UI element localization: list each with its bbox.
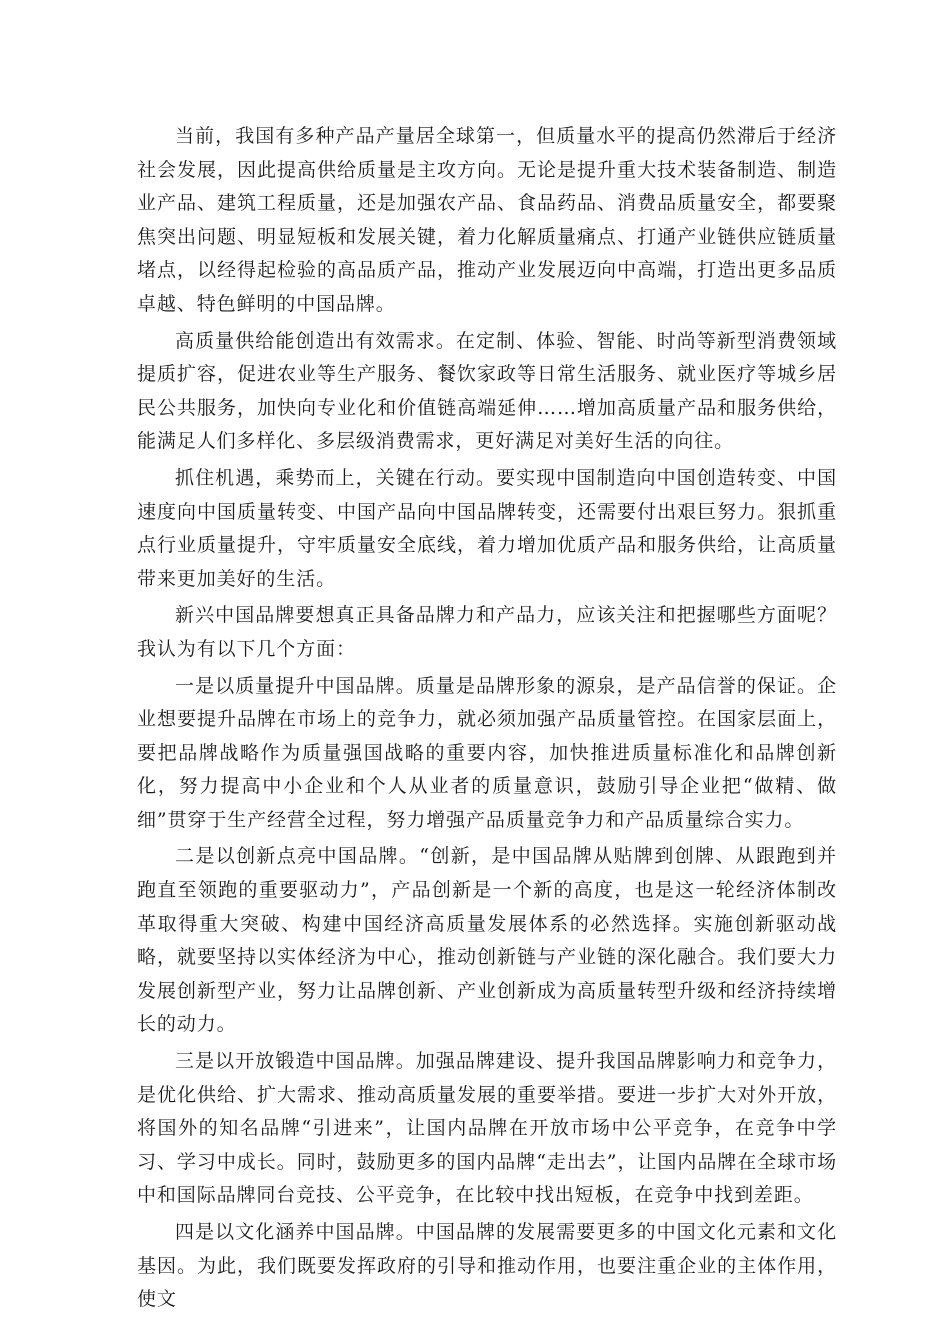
paragraph-5: 一是以质量提升中国品牌。质量是品牌形象的源泉，是产品信誉的保证。企业想要提升品牌在市场上的竞争力，就必须加强产品质量管控。在国家层面上，要把品牌战略作为质量强国战略的重要内容，加快推进质量标准化和品牌创新化，努力提高中小企业和个人从业者的质量意识，鼓励引导企业把“做精、做细”贯穿于生产经营全过程，努力增强产品质量竞争力和产品质量综合实力。 [137,674,837,831]
paragraph-1: 当前，我国有多种产品产量居全球第一，但质量水平的提高仍然滞后于经济社会发展，因此提高供给质量是主攻方向。无论是提升重大技术装备制造、制造业产品、建筑工程质量，还是加强农产品、食品药品、消费品质量安全，都要聚焦突出问题、明显短板和发展关键，着力化解质量痛点、打通产业链供应链质量堵点，以经得起检验的高品质产品，推动产业发展迈向中高端，打造出更多品质卓越、特色鲜明的中国品牌。 [137,125,837,315]
paragraph-2: 高质量供给能创造出有效需求。在定制、体验、智能、时尚等新型消费领域提质扩容，促进农业等生产服务、餐饮家政等日常生活服务、就业医疗等城乡居民公共服务，加快向专业化和价值链高端延伸……增加高质量产品和服务供给，能满足人们多样化、多层级消费需求，更好满足对美好生活的向往。 [137,329,837,453]
paragraph-6: 二是以创新点亮中国品牌。“创新，是中国品牌从贴牌到创牌、从跟跑到并跑直至领跑的重要驱动力”，产品创新是一个新的高度，也是这一轮经济体制改革取得重大突破、构建中国经济高质量发展体系的必然选择。实施创新驱动战略，就要坚持以实体经济为中心，推动创新链与产业链的深化融合。我们要大力发展创新型产业，努力让品牌创新、产业创新成为高质量转型升级和经济持续增长的动力。 [137,845,837,1036]
body-text [137,120,837,1320]
paragraph-8: 四是以文化涵养中国品牌。中国品牌的发展需要更多的中国文化元素和文化基因。为此，我们既要发挥政府的引导和推动作用，也要注重企业的主体作用，使文 [137,1221,837,1311]
paragraph-3: 抓住机遇，乘势而上，关键在行动。要实现中国制造向中国创造转变、中国速度向中国质量转变、中国产品向中国品牌转变，还需要付出艰巨努力。狠抓重点行业质量提升，守牢质量安全底线，着力增加优质产品和服务供给，让高质量带来更加美好的生活。 [137,466,837,590]
paragraph-7: 三是以开放锻造中国品牌。加强品牌建设、提升我国品牌影响力和竞争力，是优化供给、扩大需求、推动高质量发展的重要举措。要进一步扩大对外开放，将国外的知名品牌“引进来”，让国内品牌在开放市场中公平竞争，在竞争中学习、学习中成长。同时，鼓励更多的国内品牌“走出去”，让国内品牌在全球市场中和国际品牌同台竞技、公平竞争，在比较中找出短板，在竞争中找到差距。 [137,1050,837,1207]
paragraph-4: 新兴中国品牌要想真正具备品牌力和产品力，应该关注和把握哪些方面呢？我认为有以下几个方面： [137,604,837,660]
